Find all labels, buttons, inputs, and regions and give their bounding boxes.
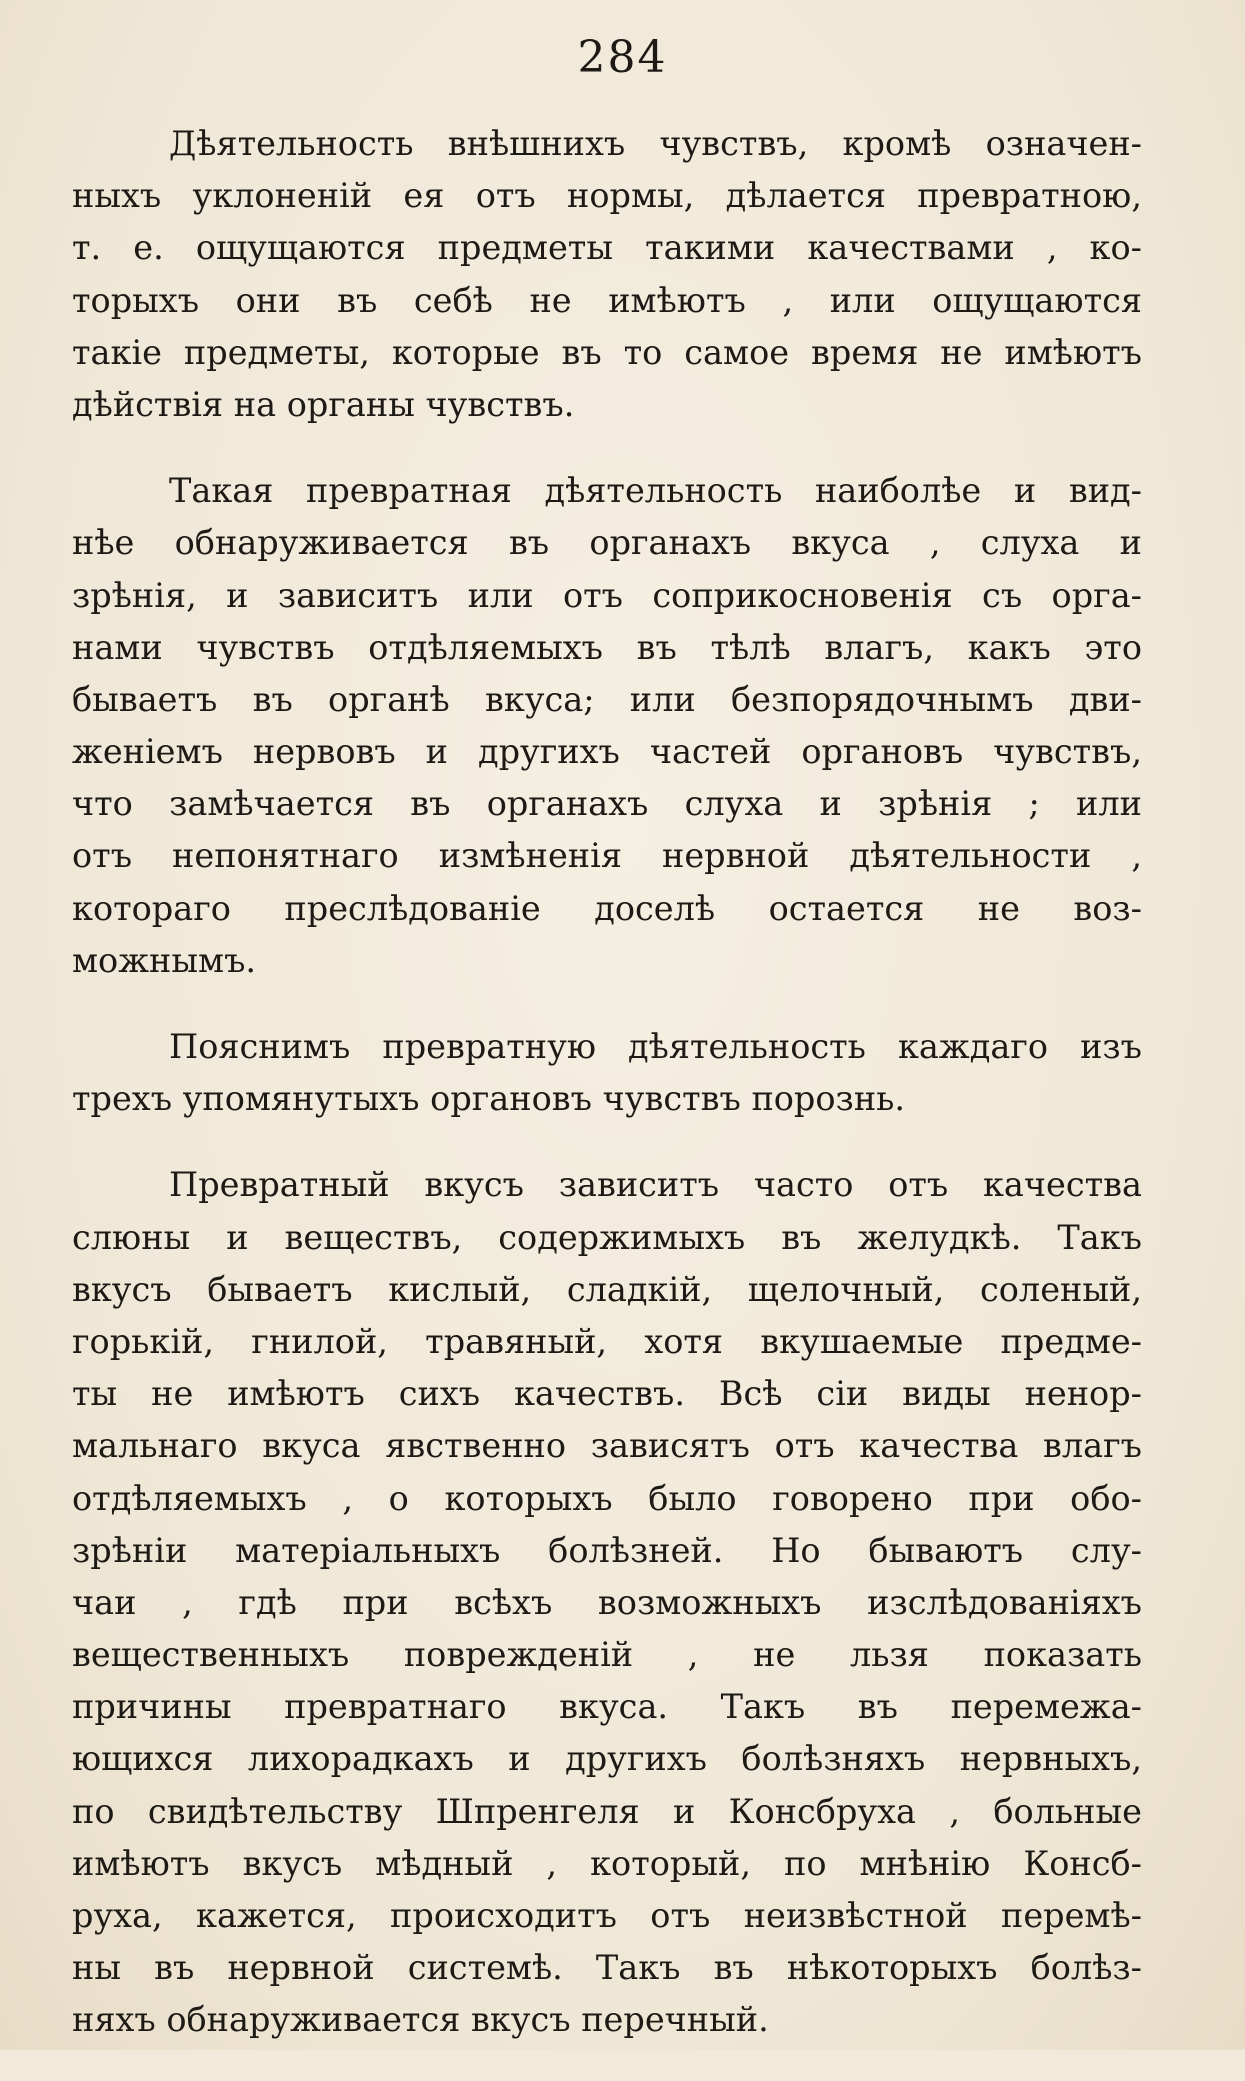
- text-line: нѣе обнаруживается въ органахъ вкуса , слуха и: [72, 523, 1142, 563]
- text-line: вещественныхъ поврежденій , не льзя показать: [72, 1635, 1142, 1675]
- text-line: бываетъ въ органѣ вкуса; или безпорядочнымъ дви-: [72, 679, 1142, 719]
- text-line: отъ непонятнаго измѣненія нервной дѣятельности ,: [72, 836, 1142, 876]
- text-line: такіе предметы, которые въ то самое время не имѣютъ: [72, 332, 1142, 372]
- text-line: мальнаго вкуса явственно зависятъ отъ качества влагъ: [72, 1426, 1142, 1466]
- text-line: ны въ нервной системѣ. Такъ въ нѣкоторыхъ болѣз-: [72, 1948, 1142, 1988]
- paragraph: [72, 1159, 1142, 2046]
- text-line: горькій, гнилой, травяный, хотя вкушаемые предме-: [72, 1321, 1142, 1361]
- text-line: причины превратнаго вкуса. Такъ въ перемежа-: [72, 1687, 1142, 1727]
- paragraph: [72, 118, 1142, 431]
- paragraph: [72, 1021, 1142, 1125]
- text-line: дѣйствія на органы чувствъ.: [72, 384, 575, 424]
- text-line: отдѣляемыхъ , о которыхъ было говорено при обо-: [72, 1478, 1142, 1518]
- text-line: зрѣнія, и зависитъ или отъ соприкосновенія съ орга-: [72, 575, 1142, 615]
- text-line: Пояснимъ превратную дѣятельность каждаго изъ: [169, 1027, 1142, 1066]
- text-line: ты не имѣютъ сихъ качествъ. Всѣ сіи виды ненор-: [72, 1374, 1142, 1414]
- text-line: вкусъ бываетъ кислый, сладкій, щелочный, соленый,: [72, 1269, 1142, 1309]
- page-number: 284: [577, 32, 668, 83]
- text-line: котораго преслѣдованіе доселѣ остается не воз-: [72, 888, 1142, 928]
- text-line: ныхъ уклоненій ея отъ нормы, дѣлается превратною,: [72, 176, 1142, 216]
- text-line: Такая превратная дѣятельность наиболѣе и вид-: [169, 471, 1142, 511]
- text-line: зрѣніи матеріальныхъ болѣзней. Но бываютъ слу-: [72, 1530, 1142, 1570]
- text-line: няхъ обнаруживается вкусъ перечный.: [72, 2000, 769, 2040]
- text-line: нами чувствъ отдѣляемыхъ въ тѣлѣ влагъ, какъ это: [72, 627, 1142, 667]
- text-line: чаи , гдѣ при всѣхъ возможныхъ изслѣдованіяхъ: [72, 1582, 1142, 1622]
- paragraph: [72, 465, 1142, 987]
- text-line: по свидѣтельству Шпренгеля и Консбруха , больные: [72, 1791, 1142, 1831]
- text-line: можнымъ.: [72, 940, 257, 980]
- text-line: торыхъ они въ себѣ не имѣютъ , или ощущаются: [72, 280, 1142, 320]
- body-text: [72, 118, 1142, 2081]
- text-line: слюны и веществъ, содержимыхъ въ желудкѣ. Такъ: [72, 1217, 1142, 1257]
- text-line: Превратный вкусъ зависитъ часто отъ качества: [169, 1165, 1142, 1205]
- text-line: имѣютъ вкусъ мѣдный , который, по мнѣнію Консб-: [72, 1843, 1142, 1883]
- text-line: руха, кажется, происходитъ отъ неизвѣстной перемѣ-: [72, 1896, 1142, 1935]
- text-line: что замѣчается въ органахъ слуха и зрѣнія ; или: [72, 784, 1142, 824]
- text-line: женіемъ нервовъ и другихъ частей органовъ чувствъ,: [72, 732, 1142, 772]
- text-line: ющихся лихорадкахъ и другихъ болѣзняхъ нервныхъ,: [72, 1739, 1142, 1779]
- text-line: трехъ упомянутыхъ органовъ чувствъ порознь.: [72, 1079, 906, 1119]
- text-line: т. е. ощущаются предметы такими качествами , ко-: [72, 228, 1142, 268]
- text-line: Дѣятельность внѣшнихъ чувствъ, кромѣ означен-: [169, 124, 1142, 163]
